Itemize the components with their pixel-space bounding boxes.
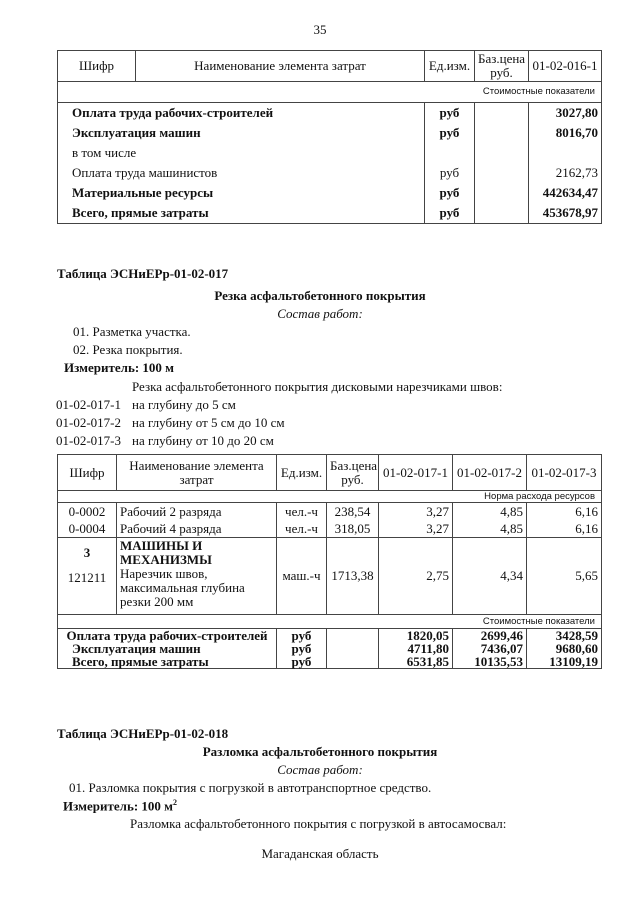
description-018: Разломка асфальтобетонного покрытия с погрузкой в автосамосвал: [130, 816, 507, 831]
table-row: Оплата труда машинистов руб 2162,73 [58, 163, 602, 183]
table-row: Оплата труда рабочих-строителей руб 3027,80 [58, 103, 602, 124]
description-017: Резка асфальтобетонного покрытия дисковыми нарезчиками швов: [132, 379, 503, 394]
item-text: на глубину от 5 см до 10 см [132, 415, 285, 430]
table-title-017: Таблица ЭСНиЕРр-01-02-017 [57, 266, 229, 281]
table-row: Всего, прямые затраты руб 6531,85 10135,53 13109,19 [58, 655, 602, 669]
heading-018: Разломка асфальтобетонного покрытия [202, 744, 438, 759]
work-item: 01. Разметка участка. [73, 324, 191, 339]
section-note: Стоимостные показатели [58, 82, 602, 103]
table-row: Материальные ресурсы руб 442634,47 [58, 183, 602, 203]
norm-note: Норма расхода ресурсов [58, 491, 602, 503]
header-unit: Ед.изм. [425, 51, 475, 82]
item-text: на глубину от 10 до 20 см [132, 433, 274, 448]
header-price: Баз.цена руб. [475, 51, 529, 82]
meter-017: Измеритель: 100 м [64, 360, 175, 375]
table-row: Эксплуатация машин руб 8016,70 [58, 123, 602, 143]
header-code: Шифр [58, 51, 136, 82]
table-row: 0-0002 Рабочий 2 разряда чел.-ч 238,54 3,27 4,85 6,16 [58, 503, 602, 521]
item-code: 01-02-017-1 [56, 397, 121, 412]
resource-table-01-02-017 [57, 454, 602, 669]
meter-018: Измеритель: 100 $м^2$ [63, 798, 178, 814]
table-row: в том числе [58, 143, 602, 163]
table-row: Оплата труда рабочих-строителей руб 1820,05 2699,46 3428,59 [58, 629, 602, 643]
header-name: Наименование элемента затрат [117, 455, 277, 491]
header-col-017-2: 01-02-017-2 [453, 455, 527, 491]
cost-table-01-02-016 [57, 50, 602, 224]
composition-label-018: Состав работ: [277, 762, 363, 777]
table-title-018: Таблица ЭСНиЕРр-01-02-018 [57, 726, 229, 741]
work-item: 01. Разломка покрытия с погрузкой в автотранспортное средство. [69, 780, 432, 795]
item-code: 01-02-017-3 [56, 433, 121, 448]
table-row: 0-0004 Рабочий 4 разряда чел.-ч 318,05 3,27 4,85 6,16 [58, 520, 602, 538]
header-col-017-1: 01-02-017-1 [379, 455, 453, 491]
composition-label-017: Состав работ: [277, 306, 363, 321]
table-row-machines: 3 121211 МАШИНЫ И МЕХАНИЗМЫ Нарезчик швов, максимальная глубина резки 200 мм маш.-ч 1713,38 2,75 4,34 5,65 [58, 538, 602, 615]
page-number: 35 [313, 22, 327, 37]
heading-017: Резка асфальтобетонного покрытия [214, 288, 426, 303]
table-row: Всего, прямые затраты руб 453678,97 [58, 203, 602, 224]
cost-note: Стоимостные показатели [58, 615, 602, 629]
header-unit: Ед.изм. [277, 455, 327, 491]
region-footer: Магаданская область [261, 846, 379, 861]
item-text: на глубину до 5 см [132, 397, 236, 412]
header-code: Шифр [58, 455, 117, 491]
item-code: 01-02-017-2 [56, 415, 121, 430]
header-col-017-3: 01-02-017-3 [527, 455, 602, 491]
work-item: 02. Резка покрытия. [73, 342, 183, 357]
table-row: Эксплуатация машин руб 4711,80 7436,07 9680,60 [58, 642, 602, 655]
header-name: Наименование элемента затрат [136, 51, 425, 82]
header-price: Баз.цена руб. [327, 455, 379, 491]
header-col-016-1: 01-02-016-1 [529, 51, 602, 82]
